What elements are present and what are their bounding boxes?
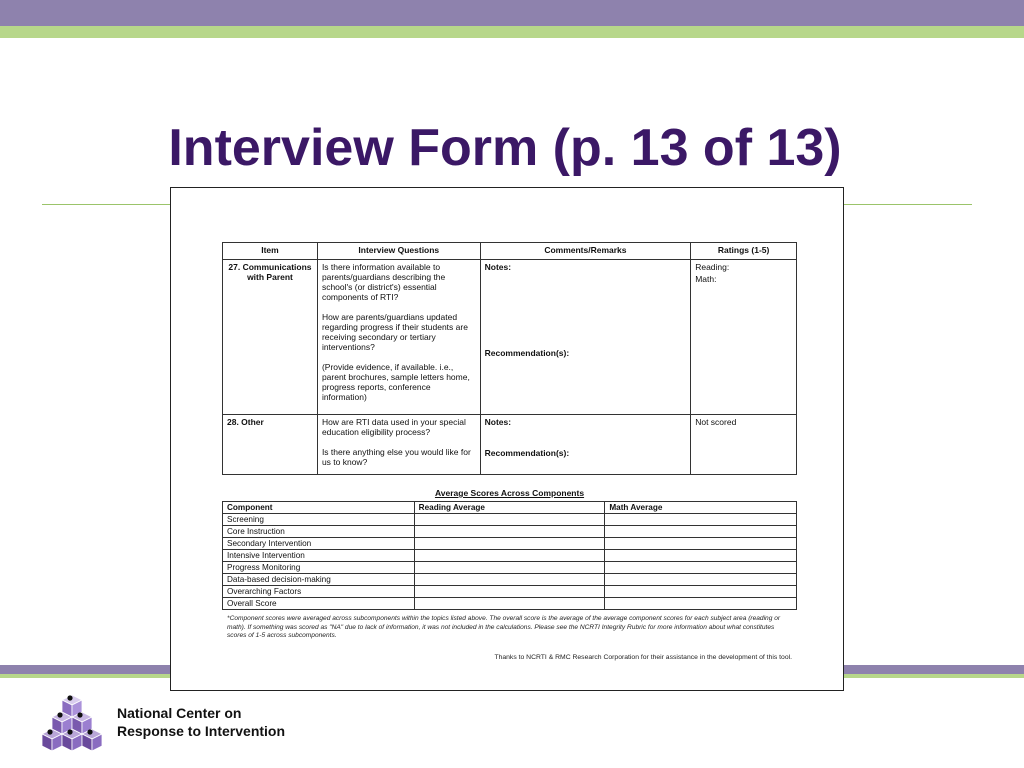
math-average-cell <box>605 586 797 598</box>
math-average-cell <box>605 526 797 538</box>
item-label: with Parent <box>247 272 293 282</box>
notes-label: Notes: <box>484 417 512 427</box>
header-component: Component <box>223 502 415 514</box>
header-comments-remarks: Comments/Remarks <box>480 243 691 260</box>
table-row <box>223 538 797 550</box>
average-scores-title: Average Scores Across Components <box>434 488 585 498</box>
organization-name <box>117 704 285 740</box>
table-row <box>223 586 797 598</box>
ncrti-cubes-logo-icon <box>40 690 106 754</box>
top-purple-band <box>0 0 1024 26</box>
reading-average-cell <box>414 526 605 538</box>
table-row <box>223 526 797 538</box>
item-label: 28. Other <box>227 417 264 427</box>
reading-average-cell <box>414 598 605 610</box>
table-row <box>223 562 797 574</box>
notes-label: Notes: <box>484 262 512 272</box>
recommendation-label: Recommendation(s): <box>484 448 570 458</box>
component-label: Secondary Intervention <box>223 538 415 550</box>
table-row <box>223 514 797 526</box>
component-label: Overarching Factors <box>223 586 415 598</box>
table-row <box>223 574 797 586</box>
header-math-average: Math Average <box>605 502 797 514</box>
interview-form-table <box>222 242 797 475</box>
document-image <box>170 187 844 691</box>
header-interview-questions: Interview Questions <box>317 243 480 260</box>
thanks-text: Thanks to NCRTI & RMC Research Corporation for their assistance in the development of this tool. <box>494 654 792 661</box>
math-average-cell <box>605 598 797 610</box>
form-header-row <box>223 243 797 260</box>
recommendation-label: Recommendation(s): <box>484 348 570 358</box>
reading-average-cell <box>414 550 605 562</box>
header-item: Item <box>223 243 318 260</box>
table-row <box>223 598 797 610</box>
average-scores-table <box>222 501 797 610</box>
question-text: How are parents/guardians updated regarding progress if their students are receiving secondary or tertiary interventions? <box>321 312 468 352</box>
table-row <box>223 415 797 475</box>
avg-header-row <box>223 502 797 514</box>
reading-average-cell <box>414 538 605 550</box>
title-rule-right <box>844 204 972 205</box>
math-average-cell <box>605 562 797 574</box>
component-label: Core Instruction <box>223 526 415 538</box>
rating-math: Math: <box>695 274 717 284</box>
math-average-cell <box>605 550 797 562</box>
math-average-cell <box>605 538 797 550</box>
comments-cell <box>480 260 691 415</box>
math-average-cell <box>605 514 797 526</box>
question-text: How are RTI data used in your special education eligibility process? <box>321 417 466 437</box>
header-ratings: Ratings (1-5) <box>691 243 797 260</box>
top-green-band <box>0 26 1024 38</box>
reading-average-cell <box>414 562 605 574</box>
math-average-cell <box>605 574 797 586</box>
question-text: (Provide evidence, if available. i.e., parent brochures, sample letters home, progress reports, conference information) <box>321 362 470 402</box>
component-label: Screening <box>223 514 415 526</box>
org-line-1: National Center on <box>117 705 242 721</box>
title-rule-left <box>42 204 172 205</box>
ratings-cell <box>691 415 797 475</box>
reading-average-cell <box>414 574 605 586</box>
reading-average-cell <box>414 514 605 526</box>
ratings-cell <box>691 260 797 415</box>
item-cell <box>223 415 318 475</box>
item-cell <box>223 260 318 415</box>
component-label: Overall Score <box>223 598 415 610</box>
questions-cell <box>317 415 480 475</box>
component-label: Data-based decision-making <box>223 574 415 586</box>
slide-title: Interview Form (p. 13 of 13) <box>168 119 842 177</box>
question-text: Is there information available to parents/guardians describing the school's (or district's) essential components of RTI? <box>321 262 446 302</box>
org-line-2: Response to Intervention <box>117 723 286 739</box>
question-text: Is there anything else you would like for us to know? <box>321 447 471 467</box>
header-reading-average: Reading Average <box>414 502 605 514</box>
comments-cell <box>480 415 691 475</box>
table-row <box>223 550 797 562</box>
component-label: Progress Monitoring <box>223 562 415 574</box>
rating-not-scored: Not scored <box>695 417 737 427</box>
table-row <box>223 260 797 415</box>
reading-average-cell <box>414 586 605 598</box>
item-label: 27. Communications <box>228 262 312 272</box>
questions-cell <box>317 260 480 415</box>
rating-reading: Reading: <box>695 262 730 272</box>
component-label: Intensive Intervention <box>223 550 415 562</box>
footnote-text: *Component scores were averaged across subcomponents within the topics listed above. The overall score is the average of the average component scores for each subject area (reading or math). If something was scored as "NA" due to lack of information, it was not included in the calculations. Please see the NCRTI Integrity Rubric for more information about what constitutes scores of 1-5 across subcomponents. <box>227 615 781 639</box>
